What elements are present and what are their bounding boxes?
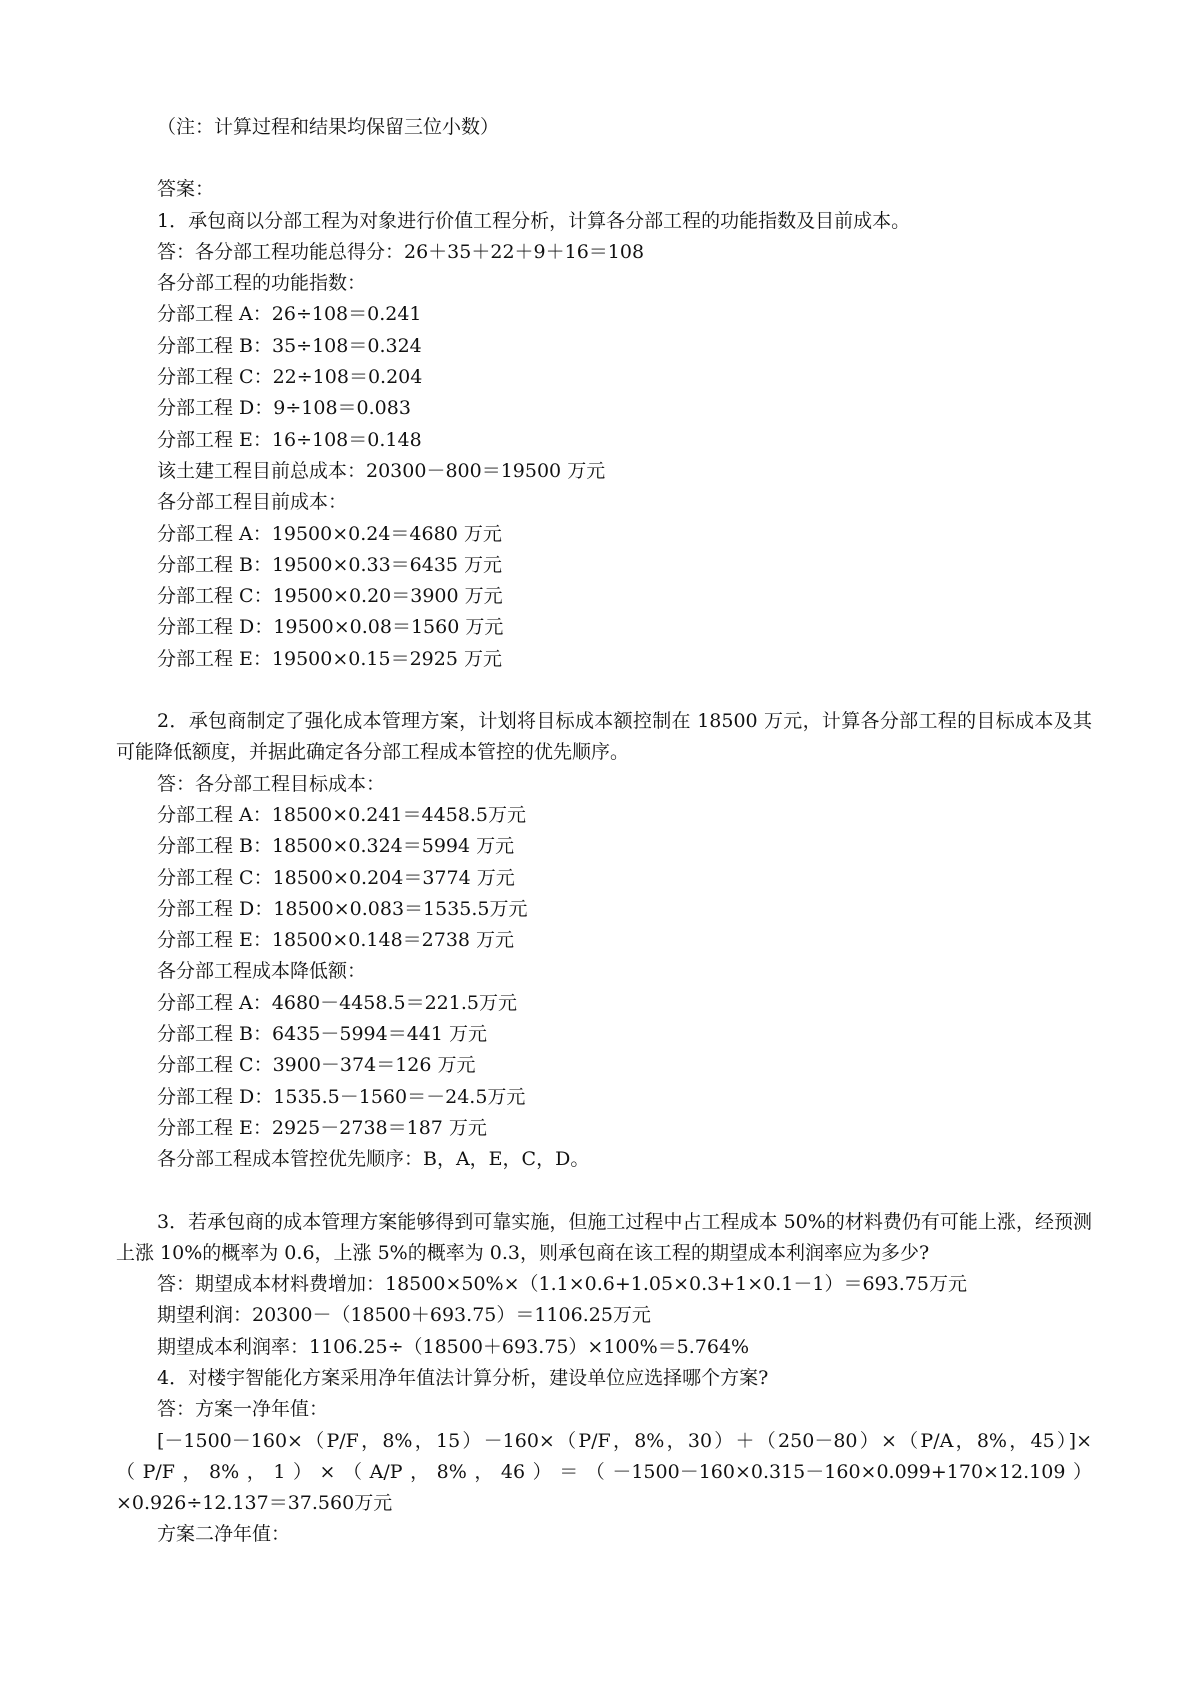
note-line: （注：计算过程和结果均保留三位小数） bbox=[157, 116, 500, 138]
q2-line: 答：各分部工程目标成本： bbox=[157, 772, 386, 795]
q2-line: 分部工程 D：1535.5－1560＝－24.5万元 bbox=[157, 1085, 526, 1108]
q1-line: 分部工程 C：19500×0.20＝3900 万元 bbox=[157, 585, 503, 608]
q2-line: 分部工程 C：18500×0.204＝3774 万元 bbox=[157, 866, 515, 889]
q2-line: 分部工程 A：4680－4458.5＝221.5万元 bbox=[157, 991, 517, 1014]
q3-title: 3．若承包商的成本管理方案能够得到可靠实施，但施工过程中占工程成本 50%的材料费仍有可能上涨，经预测上涨 10%的概率为 0.6，上涨 5%的概率为 0.3，则承包商在该工程的期望成本利润率应为多少? bbox=[116, 1210, 1092, 1264]
q1-line: 分部工程 D：19500×0.08＝1560 万元 bbox=[157, 616, 504, 639]
q2-line: 分部工程 E：2925－2738＝187 万元 bbox=[157, 1116, 487, 1139]
q1-line: 分部工程 A：19500×0.24＝4680 万元 bbox=[157, 522, 502, 545]
q3-line: 期望利润：20300－（18500＋693.75）＝1106.25万元 bbox=[157, 1304, 651, 1327]
q1-line: 分部工程 C：22÷108＝0.204 bbox=[157, 366, 423, 389]
q2-line: 分部工程 C：3900－374＝126 万元 bbox=[157, 1054, 476, 1077]
q1-line: 分部工程 D：9÷108＝0.083 bbox=[157, 397, 411, 420]
q3-line: 期望成本利润率：1106.25÷（18500＋693.75）×100%＝5.764% bbox=[157, 1335, 750, 1358]
q2-line: 分部工程 B：6435－5994＝441 万元 bbox=[157, 1023, 488, 1046]
q2-line: 分部工程 E：18500×0.148＝2738 万元 bbox=[157, 929, 515, 952]
q1-line: 分部工程 B：35÷108＝0.324 bbox=[157, 334, 422, 357]
document-page bbox=[116, 112, 1092, 1551]
q2-title: 2．承包商制定了强化成本管理方案，计划将目标成本额控制在 18500 万元，计算各分部工程的目标成本及其可能降低额度，并据此确定各分部工程成本管控的优先顺序。 bbox=[116, 710, 1092, 764]
q1-line: 分部工程 E：16÷108＝0.148 bbox=[157, 428, 422, 451]
q1-line: 分部工程 A：26÷108＝0.241 bbox=[157, 303, 422, 326]
q2-line: 分部工程 D：18500×0.083＝1535.5万元 bbox=[157, 897, 528, 920]
q1-line: 分部工程 E：19500×0.15＝2925 万元 bbox=[157, 647, 502, 670]
q3-line: 答：期望成本材料费增加：18500×50%×（1.1×0.6+1.05×0.3+1×0.1－1）＝693.75万元 bbox=[157, 1273, 967, 1296]
q3-section bbox=[116, 1207, 1092, 1363]
q2-line: 分部工程 B：18500×0.324＝5994 万元 bbox=[157, 835, 515, 858]
q1-section bbox=[116, 206, 1092, 675]
q4-plan2-label: 方案二净年值： bbox=[157, 1523, 291, 1546]
q1-line: 各分部工程目前成本： bbox=[157, 491, 348, 514]
q1-title: 1．承包商以分部工程为对象进行价值工程分析，计算各分部工程的功能指数及目前成本。 bbox=[157, 209, 911, 232]
answer-heading: 答案： bbox=[157, 178, 215, 201]
q2-section bbox=[116, 706, 1092, 1175]
q2-line: 各分部工程成本管控优先顺序：B，A，E，C，D。 bbox=[157, 1148, 590, 1171]
q2-line: 各分部工程成本降低额： bbox=[157, 960, 367, 983]
q2-line: 分部工程 A：18500×0.241＝4458.5万元 bbox=[157, 803, 526, 826]
q1-line: 分部工程 B：19500×0.33＝6435 万元 bbox=[157, 553, 503, 576]
q4-title: 4．对楼宇智能化方案采用净年值法计算分析，建设单位应选择哪个方案? bbox=[157, 1366, 769, 1389]
q4-formula: [－1500－160×（P/F，8%，15）－160×（P/F，8%，30）＋（250－80）×（P/A，8%，45）]×（P/F，8%，1）×（A/P，8%，46）＝（－1500－160×0.315－160×0.099+170×12.109）×0.926÷12.137＝37.560万元 bbox=[116, 1429, 1092, 1515]
q1-line: 该土建工程目前总成本：20300－800＝19500 万元 bbox=[157, 459, 606, 482]
q1-line: 各分部工程的功能指数： bbox=[157, 272, 367, 295]
q4-section bbox=[116, 1363, 1092, 1551]
q1-line: 答：各分部工程功能总得分：26＋35＋22＋9＋16＝108 bbox=[157, 240, 645, 263]
q4-answer-label: 答：方案一净年值： bbox=[157, 1398, 329, 1421]
